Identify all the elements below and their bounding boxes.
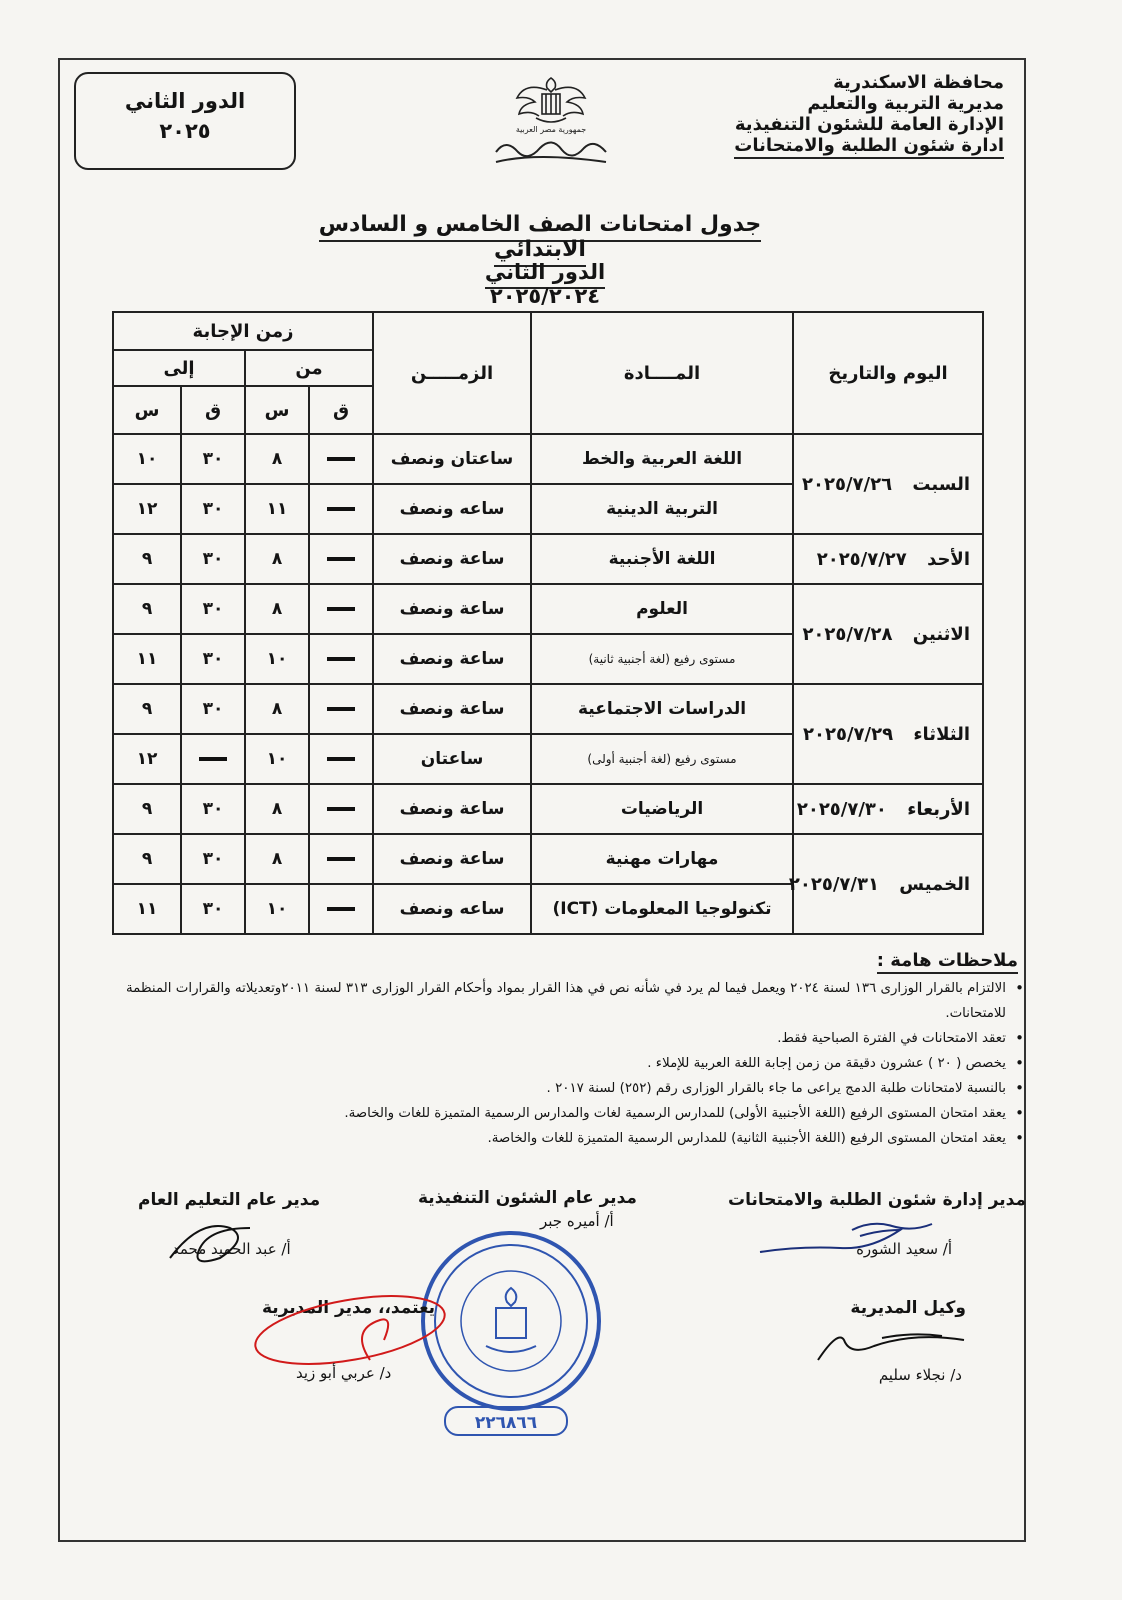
day-date-cell: [788, 834, 983, 934]
exam-date: ٢٠٢٥/٧/٣١: [788, 873, 879, 895]
to-h-cell: ٩: [113, 534, 181, 584]
to-h-cell: ٩: [113, 584, 181, 634]
directorate-line: مديرية التربية والتعليم: [807, 93, 1004, 114]
admin-line: ادارة شئون الطلبة والامتحانات: [734, 135, 1004, 159]
round-year: ٢٠٢٥: [159, 119, 211, 143]
from-m-cell: [309, 484, 373, 534]
exam-date: ٢٠٢٥/٧/٢٩: [803, 723, 894, 745]
dash-mark: [327, 457, 355, 461]
to-m-cell: ٣٠: [181, 684, 245, 734]
header-from-hour: س: [245, 386, 309, 434]
from-h-cell: ٨: [245, 684, 309, 734]
exec-manager-name: أ/ أميره جبر: [540, 1212, 614, 1230]
day-name: السبت: [912, 473, 971, 495]
header-answer-time: زمن الإجابة: [113, 312, 373, 350]
svg-text:جمهورية مصر العربية: جمهورية مصر العربية: [515, 125, 587, 134]
from-h-cell: ١٠: [245, 884, 309, 934]
header-day-date: اليوم والتاريخ: [793, 312, 983, 434]
header-to-hour: س: [113, 386, 181, 434]
to-m-cell: [181, 734, 245, 784]
day-date-cell: [793, 684, 983, 784]
duration-cell: ساعتان: [373, 734, 531, 784]
to-m-cell: ٣٠: [181, 834, 245, 884]
from-m-cell: [309, 584, 373, 634]
duration-cell: ساعه ونصف: [373, 884, 531, 934]
to-h-cell: ١٢: [113, 484, 181, 534]
subject-cell: مستوى رفيع (لغة أجنبية أولى): [531, 734, 793, 784]
dash-mark: [327, 657, 355, 661]
notes-list: [126, 976, 1028, 1151]
dash-mark: [327, 507, 355, 511]
dash-mark: [327, 857, 355, 861]
table-row: [113, 434, 983, 484]
notes-title: ملاحظات هامة :: [877, 950, 1018, 974]
from-h-cell: ٨: [245, 534, 309, 584]
note-item: • يخصص ( ٢٠ ) عشرون دقيقة من زمن إجابة اللغة العربية للإملاء .: [126, 1051, 1006, 1076]
from-m-cell: [309, 434, 373, 484]
to-m-cell: ٣٠: [181, 534, 245, 584]
day-name: الأحد: [927, 548, 971, 570]
to-m-cell: ٣٠: [181, 884, 245, 934]
subject-cell: اللغة الأجنبية: [531, 534, 793, 584]
subject-cell: تكنولوجيا المعلومات (ICT): [531, 884, 793, 934]
approval-label: يعتمد،،: [378, 1298, 436, 1318]
director-name: د/ عربي أبو زيد: [296, 1364, 392, 1382]
note-item: • تعقد الامتحانات في الفترة الصباحية فقط.: [126, 1026, 1006, 1051]
subject-cell: التربية الدينية: [531, 484, 793, 534]
dash-mark: [327, 757, 355, 761]
page-subtitle: [430, 260, 660, 308]
exam-date: ٢٠٢٥/٧/٢٧: [816, 548, 907, 570]
duration-cell: ساعة ونصف: [373, 534, 531, 584]
from-h-cell: ٨: [245, 434, 309, 484]
page-title: [300, 212, 780, 262]
to-m-cell: ٣٠: [181, 784, 245, 834]
from-h-cell: ١٠: [245, 734, 309, 784]
to-m-cell: ٣٠: [181, 634, 245, 684]
exam-date: ٢٠٢٥/٧/٣٠: [796, 798, 887, 820]
day-name: الاثنين: [912, 623, 971, 645]
note-item: • الالتزام بالقرار الوزارى ١٣٦ لسنة ٢٠٢٤ ويعمل فيما لم يرد في شأنه نص في هذا القرار بمواد وأحكام القرار الوزارى ٣١٣ لسنة ٢٠١١وتعديلاته والقرارات المنظمة للامتحانات.: [126, 976, 1006, 1026]
header-block: [704, 72, 1004, 159]
to-h-cell: ١١: [113, 634, 181, 684]
duration-cell: ساعة ونصف: [373, 634, 531, 684]
day-name: الأربعاء: [907, 798, 971, 820]
day-date-cell: [793, 434, 983, 534]
dash-mark: [327, 907, 355, 911]
from-h-cell: ٨: [245, 784, 309, 834]
to-h-cell: ٩: [113, 684, 181, 734]
dash-mark: [327, 807, 355, 811]
header-from-minute: ق: [309, 386, 373, 434]
duration-cell: ساعتان ونصف: [373, 434, 531, 484]
day-name: الخميس: [899, 873, 971, 895]
duration-cell: ساعه ونصف: [373, 484, 531, 534]
director-title: مدير المديرية: [262, 1298, 373, 1318]
day-date-cell: [793, 534, 983, 584]
subtitle-text: الدور الثاني ٢٠٢٥/٢٠٢٤: [485, 260, 605, 313]
header-from: من: [245, 350, 373, 386]
round-box: [74, 72, 296, 170]
admin-manager-name: أ/ سعيد الشوره: [856, 1240, 952, 1258]
dash-mark: [327, 557, 355, 561]
dash-mark: [327, 707, 355, 711]
admin-manager-title: مدير إدارة شئون الطلبة والامتحانات: [728, 1190, 1026, 1210]
table-row: [113, 834, 983, 884]
dash-mark: [199, 757, 227, 761]
from-m-cell: [309, 684, 373, 734]
title-text: جدول امتحانات الصف الخامس و السادس الابتدائي: [319, 212, 762, 267]
header-to-minute: ق: [181, 386, 245, 434]
governorate-line: محافظة الاسكندرية: [833, 72, 1004, 93]
to-h-cell: ٩: [113, 784, 181, 834]
header-duration: الزمـــــن: [373, 312, 531, 434]
day-name: الثلاثاء: [913, 723, 971, 745]
duration-cell: ساعة ونصف: [373, 784, 531, 834]
table-row: [113, 534, 983, 584]
subject-cell: مستوى رفيع (لغة أجنبية ثانية): [531, 634, 793, 684]
duration-cell: ساعة ونصف: [373, 834, 531, 884]
note-item: • بالنسبة لامتحانات طلبة الدمج يراعى ما جاء بالقرار الوزارى رقم (٢٥٢) لسنة ٢٠١٧ .: [126, 1076, 1006, 1101]
from-m-cell: [309, 784, 373, 834]
header-to: إلى: [113, 350, 245, 386]
exam-schedule-table: [112, 311, 984, 935]
eagle-emblem-icon: [456, 72, 646, 176]
from-m-cell: [309, 734, 373, 784]
exam-date: ٢٠٢٥/٧/٢٨: [802, 623, 893, 645]
day-date-cell: [793, 584, 983, 684]
table-row: [113, 684, 983, 734]
duration-cell: ساعة ونصف: [373, 584, 531, 634]
from-h-cell: ٨: [245, 834, 309, 884]
from-h-cell: ١٠: [245, 634, 309, 684]
general-admin-line: الإدارة العامة للشئون التنفيذية: [734, 114, 1004, 135]
exec-manager-title: مدير عام الشئون التنفيذية: [418, 1188, 637, 1208]
note-item: • يعقد امتحان المستوى الرفيع (اللغة الأجنبية الثانية) للمدارس الرسمية المتميزة للغات والخاصة.: [126, 1126, 1006, 1151]
schedule-body: [113, 434, 983, 934]
deputy-name: د/ نجلاء سليم: [878, 1366, 962, 1384]
to-h-cell: ٩: [113, 834, 181, 884]
from-h-cell: ٨: [245, 584, 309, 634]
subject-cell: مهارات مهنية: [531, 834, 793, 884]
exam-date: ٢٠٢٥/٧/٢٦: [802, 473, 893, 495]
note-item: • يعقد امتحان المستوى الرفيع (اللغة الأجنبية الأولى) للمدارس الرسمية لغات والمدارس الرسمية المتميزة للغات والخاصة.: [126, 1101, 1006, 1126]
from-h-cell: ١١: [245, 484, 309, 534]
from-m-cell: [309, 834, 373, 884]
edu-manager-title: مدير عام التعليم العام: [138, 1190, 321, 1210]
round-label: الدور الثاني: [124, 89, 246, 113]
deputy-title: وكيل المديرية: [850, 1298, 966, 1318]
to-m-cell: ٣٠: [181, 434, 245, 484]
to-m-cell: ٣٠: [181, 584, 245, 634]
table-row: [113, 784, 983, 834]
edu-manager-name: أ/ عبد الحميد محمد: [172, 1240, 291, 1258]
to-h-cell: ١٢: [113, 734, 181, 784]
subject-cell: الرياضيات: [531, 784, 793, 834]
table-row: [113, 584, 983, 634]
subject-cell: اللغة العربية والخط: [531, 434, 793, 484]
stamp-number: ٢٢٦٨٦٦: [444, 1406, 568, 1436]
subject-cell: الدراسات الاجتماعية: [531, 684, 793, 734]
dash-mark: [327, 607, 355, 611]
subject-cell: العلوم: [531, 584, 793, 634]
from-m-cell: [309, 634, 373, 684]
to-h-cell: ١١: [113, 884, 181, 934]
from-m-cell: [309, 884, 373, 934]
day-date-cell: [793, 784, 983, 834]
header-subject: المــــادة: [531, 312, 793, 434]
to-h-cell: ١٠: [113, 434, 181, 484]
from-m-cell: [309, 534, 373, 584]
to-m-cell: ٣٠: [181, 484, 245, 534]
duration-cell: ساعة ونصف: [373, 684, 531, 734]
